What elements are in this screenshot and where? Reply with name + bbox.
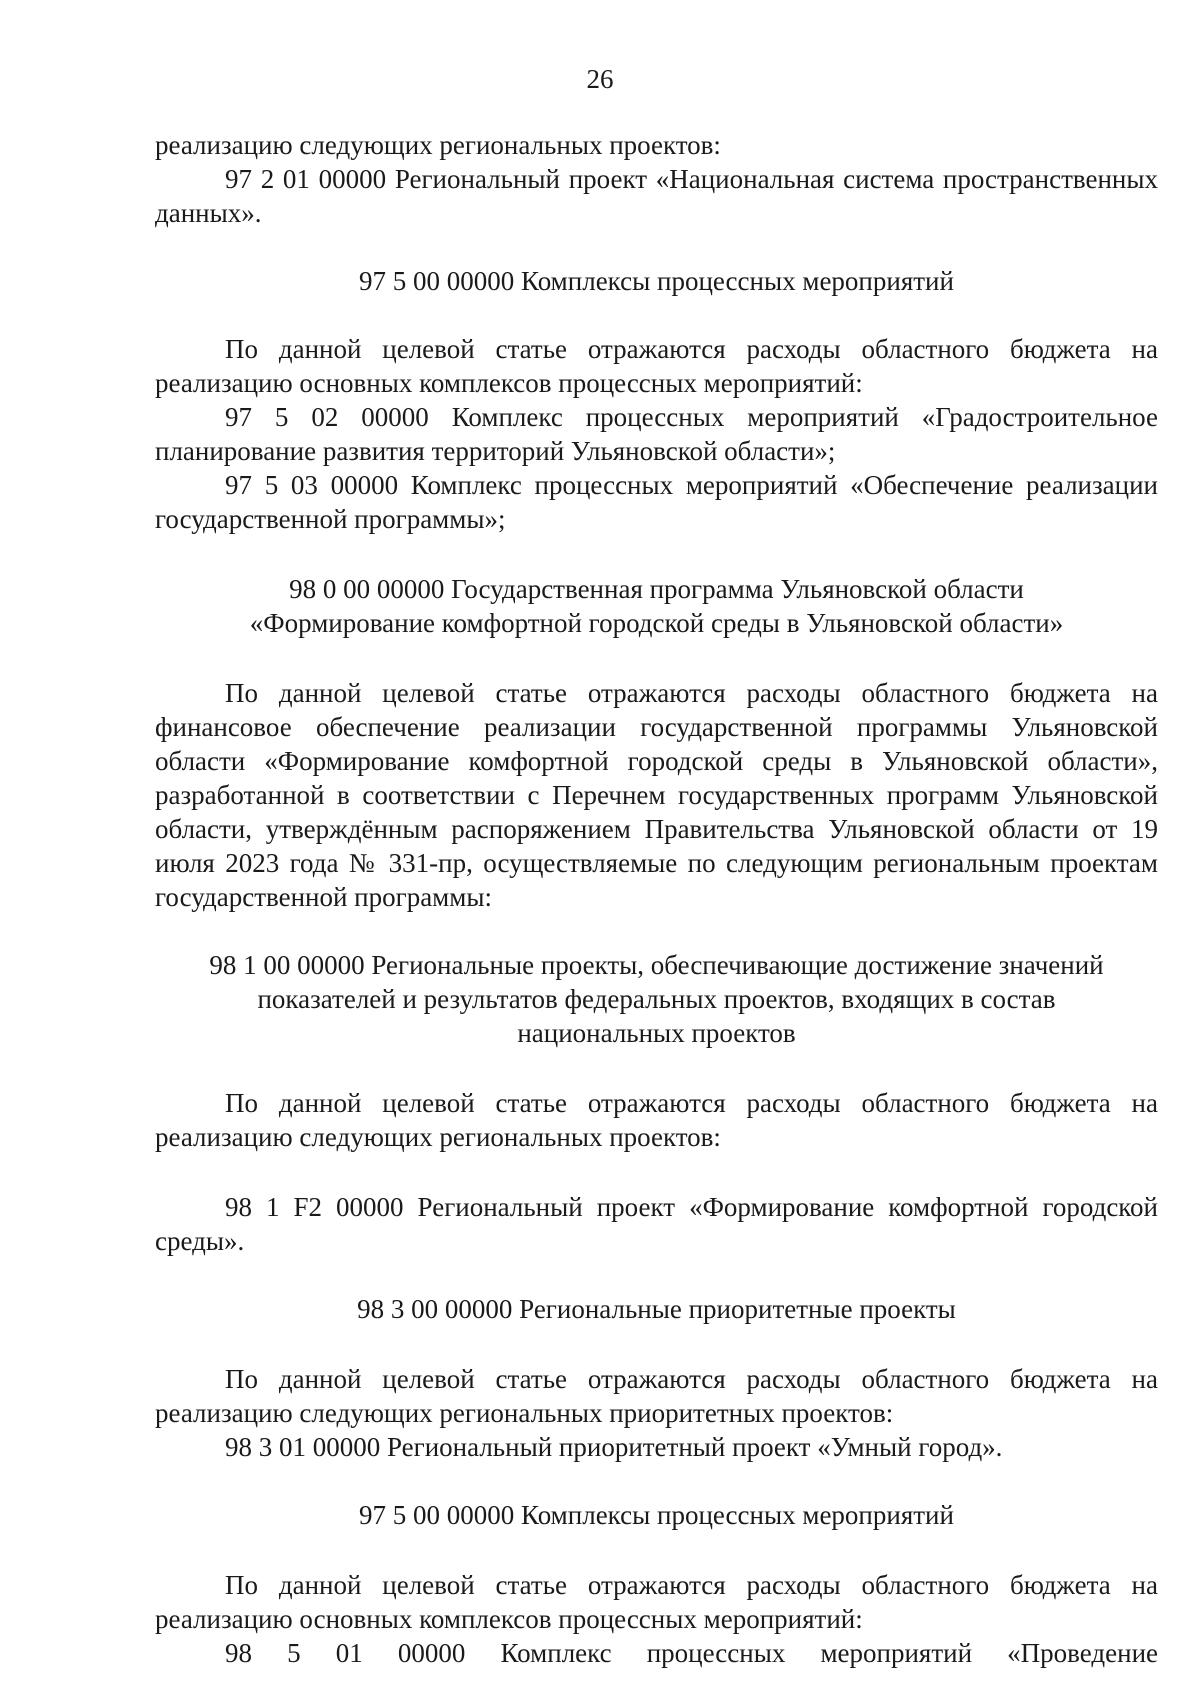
paragraph: 98 5 01 00000 Комплекс процессных мероприятий «Проведение xyxy=(225,1638,1158,1668)
paragraph: По данной целевой статье отражаются расходы областного бюджета на реализацию основных комплексов процессных мероприятий: xyxy=(155,334,1158,398)
paragraph: По данной целевой статье отражаются расходы областного бюджета на реализацию следующих региональных приоритетных проектов: xyxy=(155,1364,1158,1428)
paragraph: 98 1 F2 00000 Региональный проект «Формирование комфортной городской среды». xyxy=(155,1192,1158,1256)
paragraph: 97 5 03 00000 Комплекс процессных мероприятий «Обеспечение реализации государственной программы»; xyxy=(155,470,1158,534)
section-heading: показателей и результатов федеральных проектов, входящих в состав xyxy=(257,984,1056,1014)
paragraph: По данной целевой статье отражаются расходы областного бюджета на реализацию следующих региональных проектов: xyxy=(155,1088,1158,1152)
page-number: 26 xyxy=(586,64,614,94)
section-heading: национальных проектов xyxy=(517,1018,796,1048)
paragraph: 97 5 02 00000 Комплекс процессных мероприятий «Градостроительное планирование развития территорий Ульяновской области»; xyxy=(155,402,1158,466)
section-heading: «Формирование комфортной городской среды в Ульяновской области» xyxy=(249,608,1064,638)
paragraph: 98 3 01 00000 Региональный приоритетный проект «Умный город». xyxy=(225,1432,1003,1462)
section-heading: 97 5 00 00000 Комплексы процессных мероприятий xyxy=(359,266,954,296)
section-heading: 98 0 00 00000 Государственная программа Ульяновской области xyxy=(289,574,1024,604)
paragraph: 97 2 01 00000 Региональный проект «Национальная система пространственных данных». xyxy=(155,164,1158,228)
paragraph: По данной целевой статье отражаются расходы областного бюджета на финансовое обеспечение реализации государственной программы Ульяновской области «Формирование комфортной городской среды в Ульяновской области», разработанной в соответствии с Перечнем государственных программ Ульяновской области, утверждённым распоряжением Правительства Ульяновской области от 19 июля 2023 года № 331-пр, осуществляемые по следующим региональным проектам государственной программы: xyxy=(155,678,1158,912)
paragraph: По данной целевой статье отражаются расходы областного бюджета на реализацию основных комплексов процессных мероприятий: xyxy=(155,1570,1158,1634)
section-heading: 98 1 00 00000 Региональные проекты, обеспечивающие достижение значений xyxy=(209,950,1104,980)
section-heading: 98 3 00 00000 Региональные приоритетные проекты xyxy=(357,1294,956,1324)
document-body xyxy=(155,128,1158,1670)
paragraph: реализацию следующих региональных проектов: xyxy=(155,130,721,160)
section-heading: 97 5 00 00000 Комплексы процессных мероприятий xyxy=(359,1500,954,1530)
